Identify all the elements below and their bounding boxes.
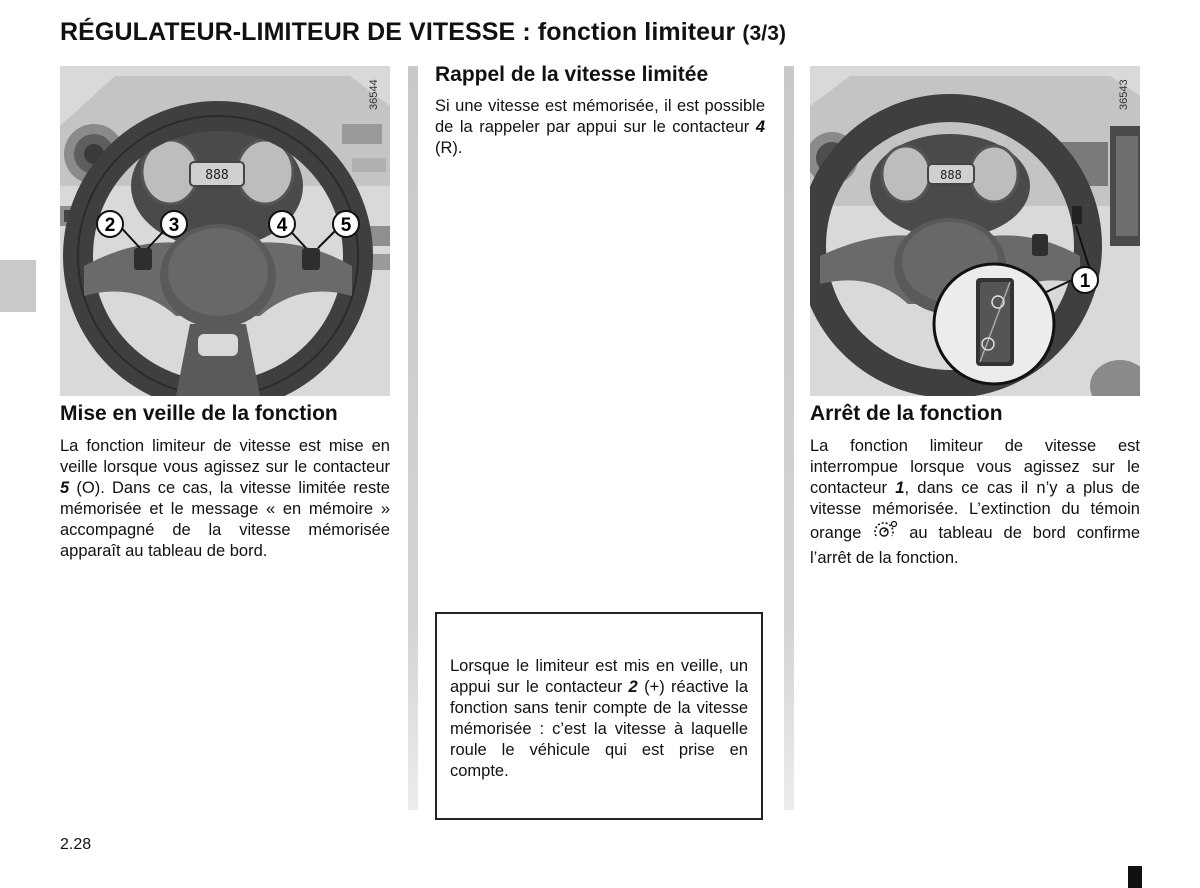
figure-id: 36544 <box>368 79 380 110</box>
page-title <box>60 18 786 47</box>
section-text-recall <box>435 96 765 159</box>
speed-limiter-icon <box>872 520 898 548</box>
steering-wheel-illustration <box>60 66 390 396</box>
section-text-stop <box>810 436 1140 569</box>
text-part: (O). Dans ce cas, la vitesse limitée reste mémorisée et le message « en mémoire » accompagné de la vitesse mémorisée apparaît au tableau de bord. <box>60 479 390 560</box>
column-divider-right <box>784 66 794 810</box>
text-part: La fonction limiteur de vitesse est interrompue lorsque vous agissez sur le contacteur <box>810 437 1140 497</box>
chapter-tab <box>0 260 36 312</box>
switch-ref-2: 2 <box>628 678 638 696</box>
callout-4: 4 <box>276 215 288 236</box>
callout-5: 5 <box>340 215 352 236</box>
switch-ref-1: 1 <box>895 479 905 497</box>
title-main: RÉGULATEUR-LIMITEUR DE VITESSE : fonction limiteur <box>60 18 736 46</box>
section-heading-recall: Rappel de la vitesse limitée <box>435 63 709 86</box>
page-corner-mark <box>1128 866 1142 888</box>
note-box <box>435 612 763 820</box>
section-heading-standby: Mise en veille de la fonction <box>60 402 338 425</box>
text-part: , dans ce cas il n’y a plus de vitesse mémorisée. L’extinction du témoin orange <box>810 479 1140 542</box>
page-number: 2.28 <box>60 836 92 853</box>
steering-wheel-drawing <box>60 66 390 396</box>
figure-id: 36543 <box>1118 79 1130 110</box>
title-suffix: (3/3) <box>742 22 787 45</box>
text-part: Lorsque le limiteur est mis en veille, un appui sur le contacteur <box>450 657 748 696</box>
text-part: (+) réactive la fonction sans tenir compte de la vitesse mémorisée : c’est la vitesse à laquelle roule le véhicule qui est prise en compte. <box>450 678 748 780</box>
steering-wheel-detail-illustration <box>810 66 1140 396</box>
switch-detail-drawing <box>810 66 1140 396</box>
column-divider-left <box>408 66 418 810</box>
text-part: Si une vitesse est mémorisée, il est possible de la rappeler par appui sur le contacteur <box>435 97 765 136</box>
switch-ref-5: 5 <box>60 479 70 497</box>
callout-1: 1 <box>1079 271 1091 292</box>
text-part: au tableau de bord confirme l’arrêt de la fonction. <box>810 524 1140 567</box>
section-heading-stop: Arrêt de la fonction <box>810 402 1003 425</box>
dashboard-display: 888 <box>205 168 229 183</box>
note-text <box>450 656 748 782</box>
switch-ref-4: 4 <box>755 118 765 136</box>
section-text-standby <box>60 436 390 562</box>
dashboard-display: 888 <box>940 168 962 182</box>
callout-3: 3 <box>168 215 180 236</box>
text-part: La fonction limiteur de vitesse est mise en veille lorsque vous agissez sur le contacteur <box>60 437 390 476</box>
callout-2: 2 <box>104 215 116 236</box>
text-part: (R). <box>435 139 463 157</box>
